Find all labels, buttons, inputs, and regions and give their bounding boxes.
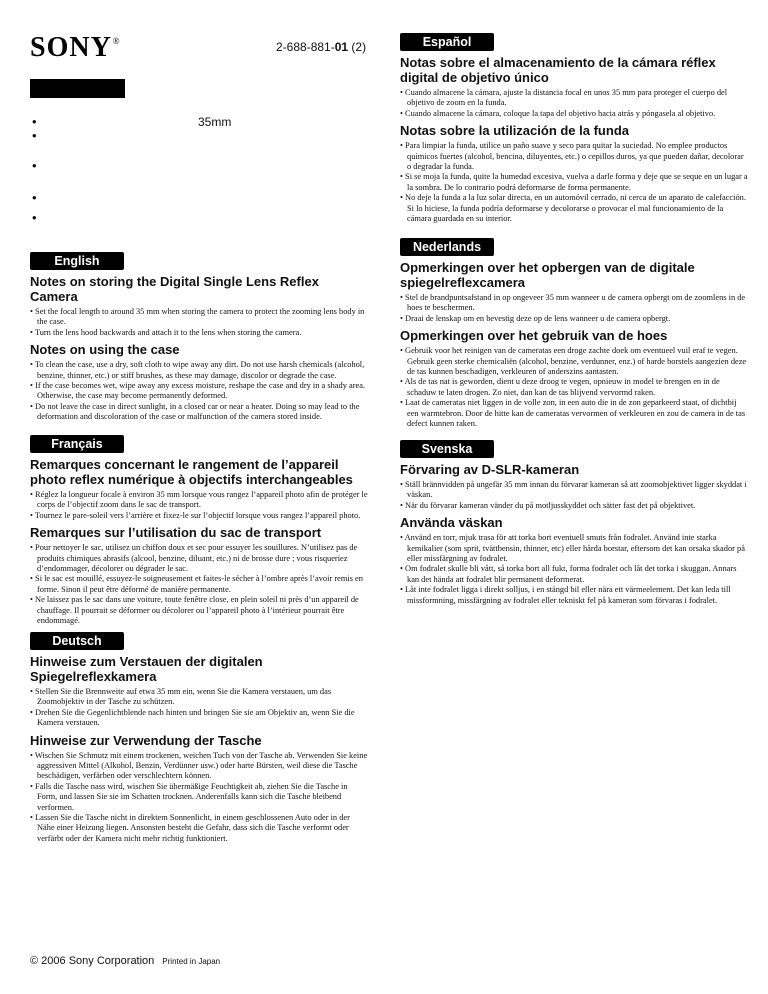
francais-using-item: • Pour nettoyer le sac, utilisez un chiffon doux et sec pour essuyer les souillures. N’utilisez pas de produits chimiques abrasifs (alcool, benzine, diluant, etc.) ni de brosse dure ; vous risqueriez d’endommager, décolorer ou dégrader le sac. <box>30 543 368 574</box>
section-deutsch <box>30 632 368 844</box>
svenska-heading-storing: Förvaring av D-SLR-kameran <box>400 462 580 477</box>
sony-logo: SONY® <box>30 32 121 63</box>
espanol-storing-item: • Cuando almacene la cámara, coloque la tapa del objetivo hacia atrás y póngasela al objetivo. <box>400 109 748 119</box>
svenska-storing-item: • Ställ brännvidden på ungefär 35 mm innan du förvarar kameran så att zoomobjektivet ligger skyddat i väskan. <box>400 480 748 501</box>
francais-storing-item: • Tournez le pare-soleil vers l’arrière et fixez-le sur l’objectif lorsque vous rangez l’appareil photo. <box>30 511 368 521</box>
lang-tab-espanol: Español <box>400 33 494 51</box>
deutsch-using-item: • Wischen Sie Schmutz mit einem trockenen, weichen Tuch von der Tasche ab. Verwenden Sie keine aggressiven Mittel (Alkohol, Benzin, Verdünner usw.) oder harte Bürsten, weil diese die Tasche beschädigen, verfärben oder verschlechtern können. <box>30 751 368 782</box>
english-using-item: • To clean the case, use a dry, soft cloth to wipe away any dirt. Do not use harsh chemicals (alcohol, benzine, thinner, etc.) or stiff brushes, as these may damage, discolor or degrade the case. <box>30 360 368 381</box>
nederlands-storing-item: • Stel de brandpuntsafstand in op ongeveer 35 mm wanneer u de camera opbergt om de zoomlens in de hoes te beschermen. <box>400 293 748 314</box>
espanol-using-item: • Si se moja la funda, quite la humedad excesiva, vuelva a darle forma y deje que se seque en un lugar a la sombra. De lo contrario podrá deformarse de forma permanente. <box>400 172 748 193</box>
francais-heading-storing: Remarques concernant le rangement de l’appareil photo reflex numérique à objectifs interchangeables <box>30 457 353 487</box>
footer-copyright: © 2006 Sony Corporation Printed in Japan <box>30 955 221 967</box>
svenska-storing-item: • När du förvarar kameran vänder du på motljusskyddet och sätter fast det på objektivet. <box>400 501 748 511</box>
nederlands-using-item: • Gebruik voor het reinigen van de cameratas een droge zachte doek om eventueel vuil eraf te vegen. Gebruik geen sterke chemicaliën (alcohol, benzine, verdunner, enz.) of harde borstels aangezien deze de tas kunnen beschadigen, verkleuren of anderszins aantasten. <box>400 346 748 377</box>
svenska-using-item: • Använd en torr, mjuk trasa för att torka bort eventuell smuts från fodralet. Använd inte starka kemikalier (som sprit, tvättbensin, thinner, etc) eller hårda borstar, eftersom det kan orsaka skador på eller missfärgning av fodralet. <box>400 533 748 564</box>
nederlands-storing-item: • Draai de lenskap om en bevestig deze op de lens wanneer u de camera opbergt. <box>400 314 748 324</box>
deutsch-storing-item: • Stellen Sie die Brennweite auf etwa 35 mm ein, wenn Sie die Kamera verstauen, um das Zoomobjektiv in der Tasche zu schützen. <box>30 687 368 708</box>
section-svenska <box>400 440 748 606</box>
nederlands-using-item: • Laat de cameratas niet liggen in de volle zon, in een auto die in de zon geparkeerd staat, of dichtbij een warmtebron. Door de hitte kan de cameratas vervormen of verkleuren en zou de camera in de tas defect kunnen raken. <box>400 398 748 429</box>
lang-tab-nederlands: Nederlands <box>400 238 494 256</box>
japanese-language-tab <box>30 79 125 98</box>
espanol-using-item: • No deje la funda a la luz solar directa, en un automóvil cerrado, ni cerca de un aparato de calefacción. Si lo hiciese, la funda podría deformarse y decolorarse o provocar el mal funcionamiento de la cámara guardada en su interior. <box>400 193 748 224</box>
svenska-heading-using: Använda väskan <box>400 515 503 531</box>
section-francais <box>30 435 368 626</box>
deutsch-using-item: • Falls die Tasche nass wird, wischen Sie übermäßige Feuchtigkeit ab, ziehen Sie die Tasche in Form, und lassen Sie sie im Schatten trocknen. Anderenfalls kann sich die Tasche bleibend verformen. <box>30 782 368 813</box>
francais-using-item: • Ne laissez pas le sac dans une voiture, toute fenêtre close, en plein soleil ni près d’un appareil de chauffage. Il pourrait se déformer ou décolorer ou l’appareil photo à l’intérieur pourrait être endommagé. <box>30 595 368 626</box>
espanol-using-item: • Para limpiar la funda, utilice un paño suave y seco para quitar la suciedad. No emplee productos químicos fuertes (alcohol, bencina, diluyentes, etc.) o cepillos duros, ya que pueden dañar, decolorar o degradar la funda. <box>400 141 748 172</box>
deutsch-using-item: • Lassen Sie die Tasche nicht in direktem Sonnenlicht, in einem geschlossenen Auto oder in der Nähe einer Heizung liegen. Ansonsten besteht die Gefahr, dass sich die Tasche verformt oder verfärbt oder der Kamera nicht mehr richtig funktioniert. <box>30 813 368 844</box>
english-heading-using: Notes on using the case <box>30 342 180 358</box>
lang-tab-english: English <box>30 252 124 270</box>
japanese-bullets: • • • • • 35mm <box>32 114 232 225</box>
deutsch-heading-storing: Hinweise zum Verstauen der digitalen Spiegelreflexkamera <box>30 654 263 684</box>
section-espanol <box>400 33 748 224</box>
english-storing-item: • Turn the lens hood backwards and attach it to the lens when storing the camera. <box>30 328 368 338</box>
deutsch-heading-using: Hinweise zur Verwendung der Tasche <box>30 732 262 748</box>
espanol-heading-using: Notas sobre la utilización de la funda <box>400 123 629 139</box>
printed-in: Printed in Japan <box>162 957 221 966</box>
english-using-item: • Do not leave the case in direct sunlight, in a closed car or near a heater. Doing so may lead to the deformation and discoloration of the case or malfunction of the camera stored inside. <box>30 402 368 423</box>
francais-using-item: • Si le sac est mouillé, essuyez-le soigneusement et faites-le sécher à l’ombre après l’avoir remis en forme. Sinon il peut être déformé de manière permanente. <box>30 574 368 595</box>
nederlands-using-item: • Als de tas nat is geworden, dient u deze droog te vegen, opnieuw in model te brengen en in de schaduw te laten drogen. Zo niet, dan kan de tas blijvend vervormd raken. <box>400 377 748 398</box>
lang-tab-svenska: Svenska <box>400 440 494 458</box>
lang-tab-deutsch: Deutsch <box>30 632 124 650</box>
english-using-item: • If the case becomes wet, wipe away any excess moisture, reshape the case and dry in a shady area. Otherwise, the case may become permanently deformed. <box>30 381 368 402</box>
espanol-storing-item: • Cuando almacene la cámara, ajuste la distancia focal en unos 35 mm para proteger el cuerpo del objetivo de zoom en la funda. <box>400 88 748 109</box>
section-english <box>30 252 368 423</box>
francais-heading-using: Remarques sur l’utilisation du sac de transport <box>30 525 322 541</box>
section-nederlands <box>400 238 748 429</box>
svenska-using-item: • Låt inte fodralet ligga i direkt solljus, i en stängd bil eller nära ett värmeelement. Det kan leda till missformning, missfärgning av fodralet eller tekniskt fel på kameran som förvaras i fodralet. <box>400 585 748 606</box>
nederlands-heading-using: Opmerkingen over het gebruik van de hoes <box>400 328 668 344</box>
deutsch-storing-item: • Drehen Sie die Gegenlichtblende nach hinten und bringen Sie sie am Objektiv an, wenn Sie die Kamera verstauen. <box>30 708 368 729</box>
svenska-using-item: • Om fodralet skulle bli vått, så torka bort all fukt, forma fodralet och låt det torka i skuggan. Annars kan det hända att fodralet blir permanent deformerat. <box>400 564 748 585</box>
english-heading-storing: Notes on storing the Digital Single Lens Reflex Camera <box>30 274 319 304</box>
espanol-heading-storing: Notas sobre el almacenamiento de la cámara réflex digital de objetivo único <box>400 55 716 85</box>
lang-tab-francais: Français <box>30 435 124 453</box>
francais-storing-item: • Réglez la longueur focale à environ 35 mm lorsque vous rangez l’appareil photo afin de protéger le corps de l’objectif zoom dans le sac de transport. <box>30 490 368 511</box>
english-storing-item: • Set the focal length to around 35 mm when storing the camera to protect the zooming lens body in the case. <box>30 307 368 328</box>
nederlands-heading-storing: Opmerkingen over het opbergen van de digitale spiegelreflexcamera <box>400 260 695 290</box>
part-number: 2-688-881-01 (2) <box>276 40 367 54</box>
